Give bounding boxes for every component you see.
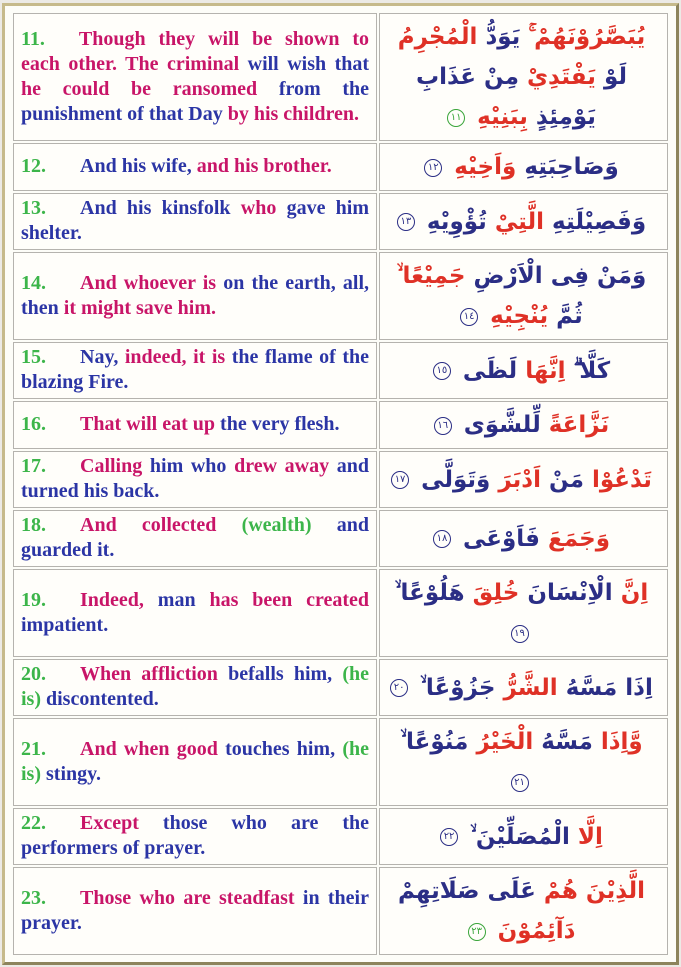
arabic-segment: الَّذِيْنَ هُمْ (543, 878, 646, 904)
english-segment: Calling (80, 455, 143, 477)
english-segment: stingy. (46, 762, 102, 785)
verse-end-marker-icon: ١٥ (433, 362, 451, 380)
english-segment: (wealth) (241, 514, 312, 536)
arabic-segment: اِنَّ (620, 580, 649, 606)
english-segment: And his wife, (80, 155, 192, 177)
english-segment: discontented. (46, 688, 159, 710)
verse-number: 17. (21, 455, 46, 477)
verse-arabic-cell (379, 252, 668, 340)
verse-end-marker-icon: ٢١ (511, 774, 529, 792)
arabic-segment: بِبَنِيْهِ (477, 104, 528, 130)
verse-english-text (21, 197, 369, 244)
verse-row (13, 193, 668, 250)
english-segment: and turned his back. (21, 455, 370, 502)
verse-number: 19. (21, 588, 46, 611)
english-segment: he could be ransomed (21, 77, 258, 100)
verse-arabic-text (462, 824, 603, 850)
verse-arabic-text (413, 467, 652, 493)
verse-end-marker-icon: ١٣ (397, 213, 415, 231)
verse-english-cell (13, 252, 377, 340)
verse-arabic-text (398, 878, 645, 944)
verse-english-cell (13, 659, 377, 716)
arabic-segment: وَفَصِيْلَتِهِ (552, 208, 647, 235)
arabic-segment: يَوَدُّ (485, 24, 521, 50)
arabic-segment: وَّاِذَا (600, 729, 643, 755)
english-segment: by his children. (227, 102, 360, 125)
verse-end-marker-icon: ١٧ (391, 471, 409, 489)
verse-end-marker-icon: ١٢ (424, 159, 442, 177)
english-segment: him who (149, 455, 227, 477)
english-segment: it might save him. (63, 296, 217, 319)
verse-number: 13. (21, 197, 46, 219)
english-segment: those who are the performers of prayer. (21, 812, 370, 859)
arabic-segment: وَتَوَلَّى (421, 466, 491, 493)
verse-arabic-cell (379, 808, 668, 865)
verse-arabic-cell (379, 193, 668, 250)
arabic-segment: جَزُوْعًا ۙ (420, 674, 496, 701)
english-segment: And whoever is (80, 271, 217, 294)
english-segment: will wish that (247, 52, 370, 75)
verse-row (13, 867, 668, 955)
verse-arabic-cell (379, 718, 668, 806)
verse-arabic-cell (379, 401, 668, 449)
verse-arabic-text (419, 209, 646, 235)
english-segment: When affliction (80, 663, 218, 685)
arabic-segment: اِنَّهَا (525, 357, 566, 384)
arabic-segment: اِذَا مَسَّهُ (565, 674, 653, 701)
verse-english-cell (13, 451, 377, 508)
arabic-segment: يُنْجِيْهِ (490, 303, 549, 329)
arabic-segment: نَزَّاعَةً (548, 412, 610, 438)
verse-english-text (21, 738, 369, 785)
verse-english-text (21, 272, 369, 319)
verse-arabic-cell (379, 451, 668, 508)
verse-number: 18. (21, 514, 46, 536)
verse-english-text (21, 589, 369, 636)
arabic-segment: دَآئِمُوْنَ (497, 918, 576, 944)
arabic-segment: مَنْ (549, 466, 584, 493)
english-segment: befalls him, (228, 663, 333, 685)
verse-arabic-text (398, 24, 645, 130)
verse-row (13, 451, 668, 508)
arabic-segment: جَمِيْعًا ۙ (396, 263, 466, 289)
verses-table-body (13, 13, 668, 955)
english-segment: Though they will be shown to each other. The criminal (21, 27, 369, 75)
arabic-segment: الْمُجْرِمُ (397, 24, 478, 50)
english-segment: Those who are steadfast (80, 886, 295, 909)
arabic-segment: يُبَصَّرُوْنَهُمْ ۚ (528, 24, 646, 50)
english-segment: indeed, it is (124, 346, 226, 368)
verse-number: 15. (21, 346, 46, 368)
english-segment: from the punishment of that Day (21, 77, 370, 125)
verse-english-cell (13, 718, 377, 806)
english-segment: drew away (234, 455, 330, 477)
verse-english-text (21, 663, 369, 710)
arabic-segment: وَاَخِيْهِ (454, 154, 517, 180)
verse-number: 21. (21, 737, 46, 760)
verse-row (13, 143, 668, 191)
verse-row (13, 252, 668, 340)
verse-end-marker-icon: ٢٣ (468, 923, 486, 941)
arabic-segment: اَدْبَرَ (498, 466, 541, 493)
verse-english-text (80, 413, 339, 435)
english-segment: That will eat up (80, 413, 216, 435)
verse-number: 20. (21, 663, 46, 685)
arabic-segment: مِنْ عَذَابِ يَوْمِئِذٍ (416, 64, 596, 130)
verse-arabic-text (455, 526, 610, 552)
verse-arabic-cell (379, 13, 668, 141)
verse-row (13, 659, 668, 716)
verse-english-cell (13, 808, 377, 865)
arabic-segment: الَّتِيْ (494, 208, 544, 235)
verse-end-marker-icon: ١١ (447, 109, 465, 127)
verse-english-text (21, 812, 369, 859)
verse-number: 12. (21, 155, 46, 177)
english-segment: has been created (209, 588, 370, 611)
verse-end-marker-icon: ١٤ (460, 308, 478, 326)
verse-english-cell (13, 569, 377, 657)
verse-arabic-text (397, 263, 647, 329)
arabic-segment: لِّلشَّوَى (463, 412, 541, 438)
english-segment: who (240, 197, 277, 219)
arabic-segment: الْخَيْرُ (476, 729, 534, 755)
english-segment: the very flesh. (220, 413, 340, 435)
verses-table (11, 11, 670, 957)
arabic-segment: ثُمَّ (556, 303, 583, 329)
arabic-segment: الْمُصَلِّيْنَ ۙ (470, 823, 570, 850)
verse-end-marker-icon: ٢٢ (440, 828, 458, 846)
english-segment: in their prayer. (21, 886, 369, 934)
arabic-segment: فَاَوْعَى (463, 525, 540, 552)
verse-english-cell (13, 143, 377, 191)
verse-row (13, 342, 668, 399)
verse-arabic-cell (379, 867, 668, 955)
english-segment: And when good (80, 737, 218, 760)
arabic-segment: اِلَّا (577, 823, 603, 850)
arabic-segment: تَدْعُوْا (591, 466, 652, 493)
verse-row (13, 808, 668, 865)
verse-arabic-cell (379, 569, 668, 657)
english-segment: touches him, (225, 737, 336, 760)
english-segment: Indeed, (80, 588, 144, 611)
verse-english-cell (13, 401, 377, 449)
arabic-segment: هَلُوْعًا ۙ (394, 580, 465, 606)
arabic-segment: مَسَّهُ (541, 729, 593, 755)
english-segment: (he is) (21, 663, 370, 710)
arabic-segment: مَنُوْعًا ۙ (400, 729, 469, 755)
english-segment: (he is) (21, 737, 369, 785)
verse-end-marker-icon: ٢٠ (390, 679, 408, 697)
arabic-segment: وَصَاحِبَتِهِ (524, 154, 619, 180)
verse-english-cell (13, 510, 377, 567)
arabic-segment: لَظَى (462, 357, 518, 384)
verse-arabic-cell (379, 510, 668, 567)
verse-english-cell (13, 867, 377, 955)
verse-number: 11. (21, 27, 45, 50)
arabic-segment: خُلِقَ (472, 580, 520, 606)
english-segment: Except (80, 812, 139, 834)
english-segment: impatient. (21, 613, 109, 636)
verse-end-marker-icon: ١٦ (434, 417, 452, 435)
verse-english-text (21, 346, 369, 393)
verse-arabic-text (395, 580, 648, 606)
verse-english-cell (13, 342, 377, 399)
arabic-segment: تُؤْوِيْهِ (426, 208, 487, 235)
verse-arabic-text (455, 358, 610, 384)
arabic-segment: وَجَمَعَ (548, 525, 611, 552)
verse-number: 16. (21, 413, 46, 435)
verse-arabic-cell (379, 342, 668, 399)
verse-arabic-cell (379, 143, 668, 191)
english-segment: on the earth, all, then (21, 271, 370, 319)
verse-number: 23. (21, 886, 46, 909)
verse-row (13, 718, 668, 806)
verse-arabic-text (446, 154, 619, 180)
verse-english-text (21, 887, 369, 934)
verse-english-cell (13, 193, 377, 250)
page-frame (2, 3, 679, 965)
verse-row (13, 401, 668, 449)
english-segment: gave him shelter. (21, 197, 370, 244)
verse-row (13, 569, 668, 657)
english-segment: and his brother. (196, 155, 332, 177)
arabic-segment: الشَّرُّ (503, 674, 558, 701)
english-segment: And collected (80, 514, 217, 536)
verse-row (13, 510, 668, 567)
verse-english-text (21, 28, 369, 125)
verse-english-text (21, 455, 369, 502)
verse-row (13, 13, 668, 141)
arabic-segment: عَلَى صَلَاتِهِمْ (397, 878, 536, 904)
arabic-segment: كَلَّا ۗ (573, 357, 611, 384)
arabic-segment: يَفْتَدِيْ (526, 64, 596, 90)
verse-end-marker-icon: ١٩ (511, 625, 529, 643)
verse-number: 14. (21, 271, 46, 294)
verse-arabic-cell (379, 659, 668, 716)
english-segment: And his kinsfolk (80, 197, 231, 219)
verse-arabic-text (456, 412, 609, 438)
english-segment: the flame of the blazing Fire. (21, 346, 370, 393)
english-segment: and guarded it. (21, 514, 370, 561)
verse-end-marker-icon: ١٨ (433, 530, 451, 548)
arabic-segment: لَوْ (603, 64, 627, 90)
verse-arabic-text (400, 729, 642, 755)
verse-english-text (80, 155, 332, 177)
verse-english-text (21, 514, 369, 561)
english-segment: Nay, (80, 346, 119, 368)
verse-number: 22. (21, 812, 46, 834)
arabic-segment: وَمَنْ فِى الْاَرْضِ (473, 263, 647, 289)
verse-english-cell (13, 13, 377, 141)
arabic-segment: الْاِنْسَانَ (527, 580, 613, 606)
english-segment: man (157, 588, 196, 611)
verse-arabic-text (412, 675, 653, 701)
